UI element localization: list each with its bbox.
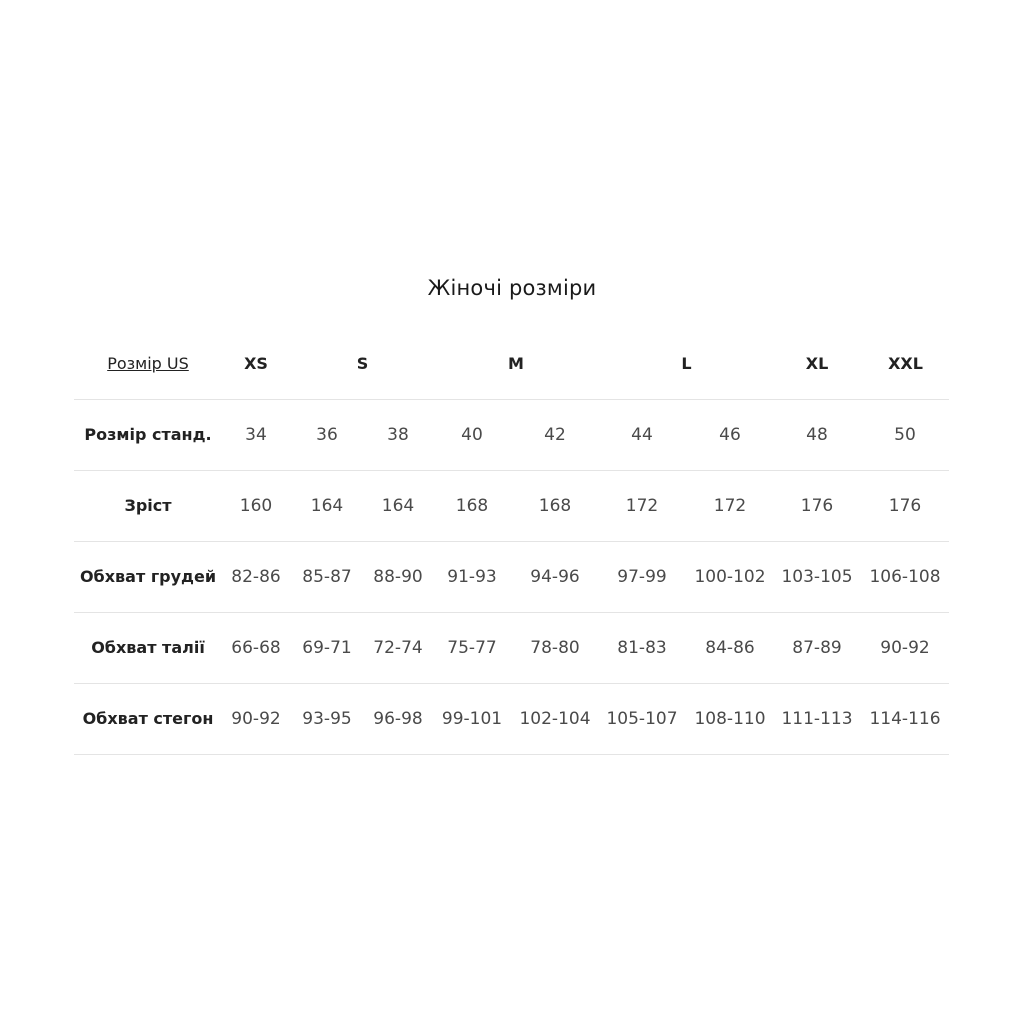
table-row	[74, 400, 949, 471]
table-cell: 88-90	[373, 567, 423, 587]
table-cell: 34	[245, 425, 267, 445]
table-cell: 94-96	[530, 567, 580, 587]
table-cell: 93-95	[302, 709, 352, 729]
header-label-us-size: Розмір US	[107, 354, 189, 373]
table-cell: 66-68	[231, 638, 281, 658]
table-header-row	[74, 329, 949, 400]
table-cell: 82-86	[231, 567, 281, 587]
table-cell: 96-98	[373, 709, 423, 729]
table-row	[74, 471, 949, 542]
table-cell: 108-110	[694, 709, 766, 729]
table-cell: 172	[625, 496, 659, 516]
table-row	[74, 542, 949, 613]
table-cell: 90-92	[231, 709, 281, 729]
table-cell: 36	[316, 425, 338, 445]
table-cell: 78-80	[530, 638, 580, 658]
row-label: Обхват стегон	[82, 709, 214, 728]
us-size-xs: XS	[244, 354, 268, 373]
table-cell: 90-92	[880, 638, 930, 658]
table-cell: 42	[544, 425, 566, 445]
table-cell: 48	[806, 425, 828, 445]
table-cell: 38	[387, 425, 409, 445]
us-size-xl: XL	[805, 354, 829, 373]
size-table	[74, 329, 949, 755]
row-label: Обхват грудей	[79, 567, 217, 586]
table-cell: 50	[894, 425, 916, 445]
table-cell: 40	[461, 425, 483, 445]
table-cell: 69-71	[302, 638, 352, 658]
table-cell: 46	[719, 425, 741, 445]
table-cell: 85-87	[302, 567, 352, 587]
table-cell: 44	[631, 425, 653, 445]
table-cell: 164	[381, 496, 415, 516]
table-cell: 114-116	[869, 709, 941, 729]
page-title: Жіночі розміри	[427, 276, 597, 300]
table-cell: 105-107	[606, 709, 678, 729]
table-cell: 81-83	[617, 638, 667, 658]
table-cell: 72-74	[373, 638, 423, 658]
us-size-l: L	[681, 354, 692, 373]
us-size-s: S	[356, 354, 369, 373]
table-row	[74, 684, 949, 755]
table-cell: 84-86	[705, 638, 755, 658]
table-cell: 91-93	[447, 567, 497, 587]
table-cell: 176	[888, 496, 922, 516]
table-cell: 168	[538, 496, 572, 516]
table-cell: 164	[310, 496, 344, 516]
table-cell: 111-113	[781, 709, 853, 729]
table-row	[74, 613, 949, 684]
table-cell: 100-102	[694, 567, 766, 587]
table-cell: 99-101	[441, 709, 503, 729]
table-cell: 87-89	[792, 638, 842, 658]
table-cell: 160	[239, 496, 273, 516]
row-label: Обхват талії	[91, 638, 205, 657]
table-cell: 176	[800, 496, 834, 516]
table-cell: 106-108	[869, 567, 941, 587]
table-cell: 103-105	[781, 567, 853, 587]
table-cell: 75-77	[447, 638, 497, 658]
row-label: Розмір станд.	[84, 425, 212, 444]
table-cell: 172	[713, 496, 747, 516]
table-cell: 168	[455, 496, 489, 516]
table-cell: 97-99	[617, 567, 667, 587]
us-size-xxl: XXL	[888, 354, 923, 373]
us-size-m: M	[508, 354, 524, 373]
row-label: Зріст	[124, 496, 172, 515]
table-cell: 102-104	[519, 709, 591, 729]
